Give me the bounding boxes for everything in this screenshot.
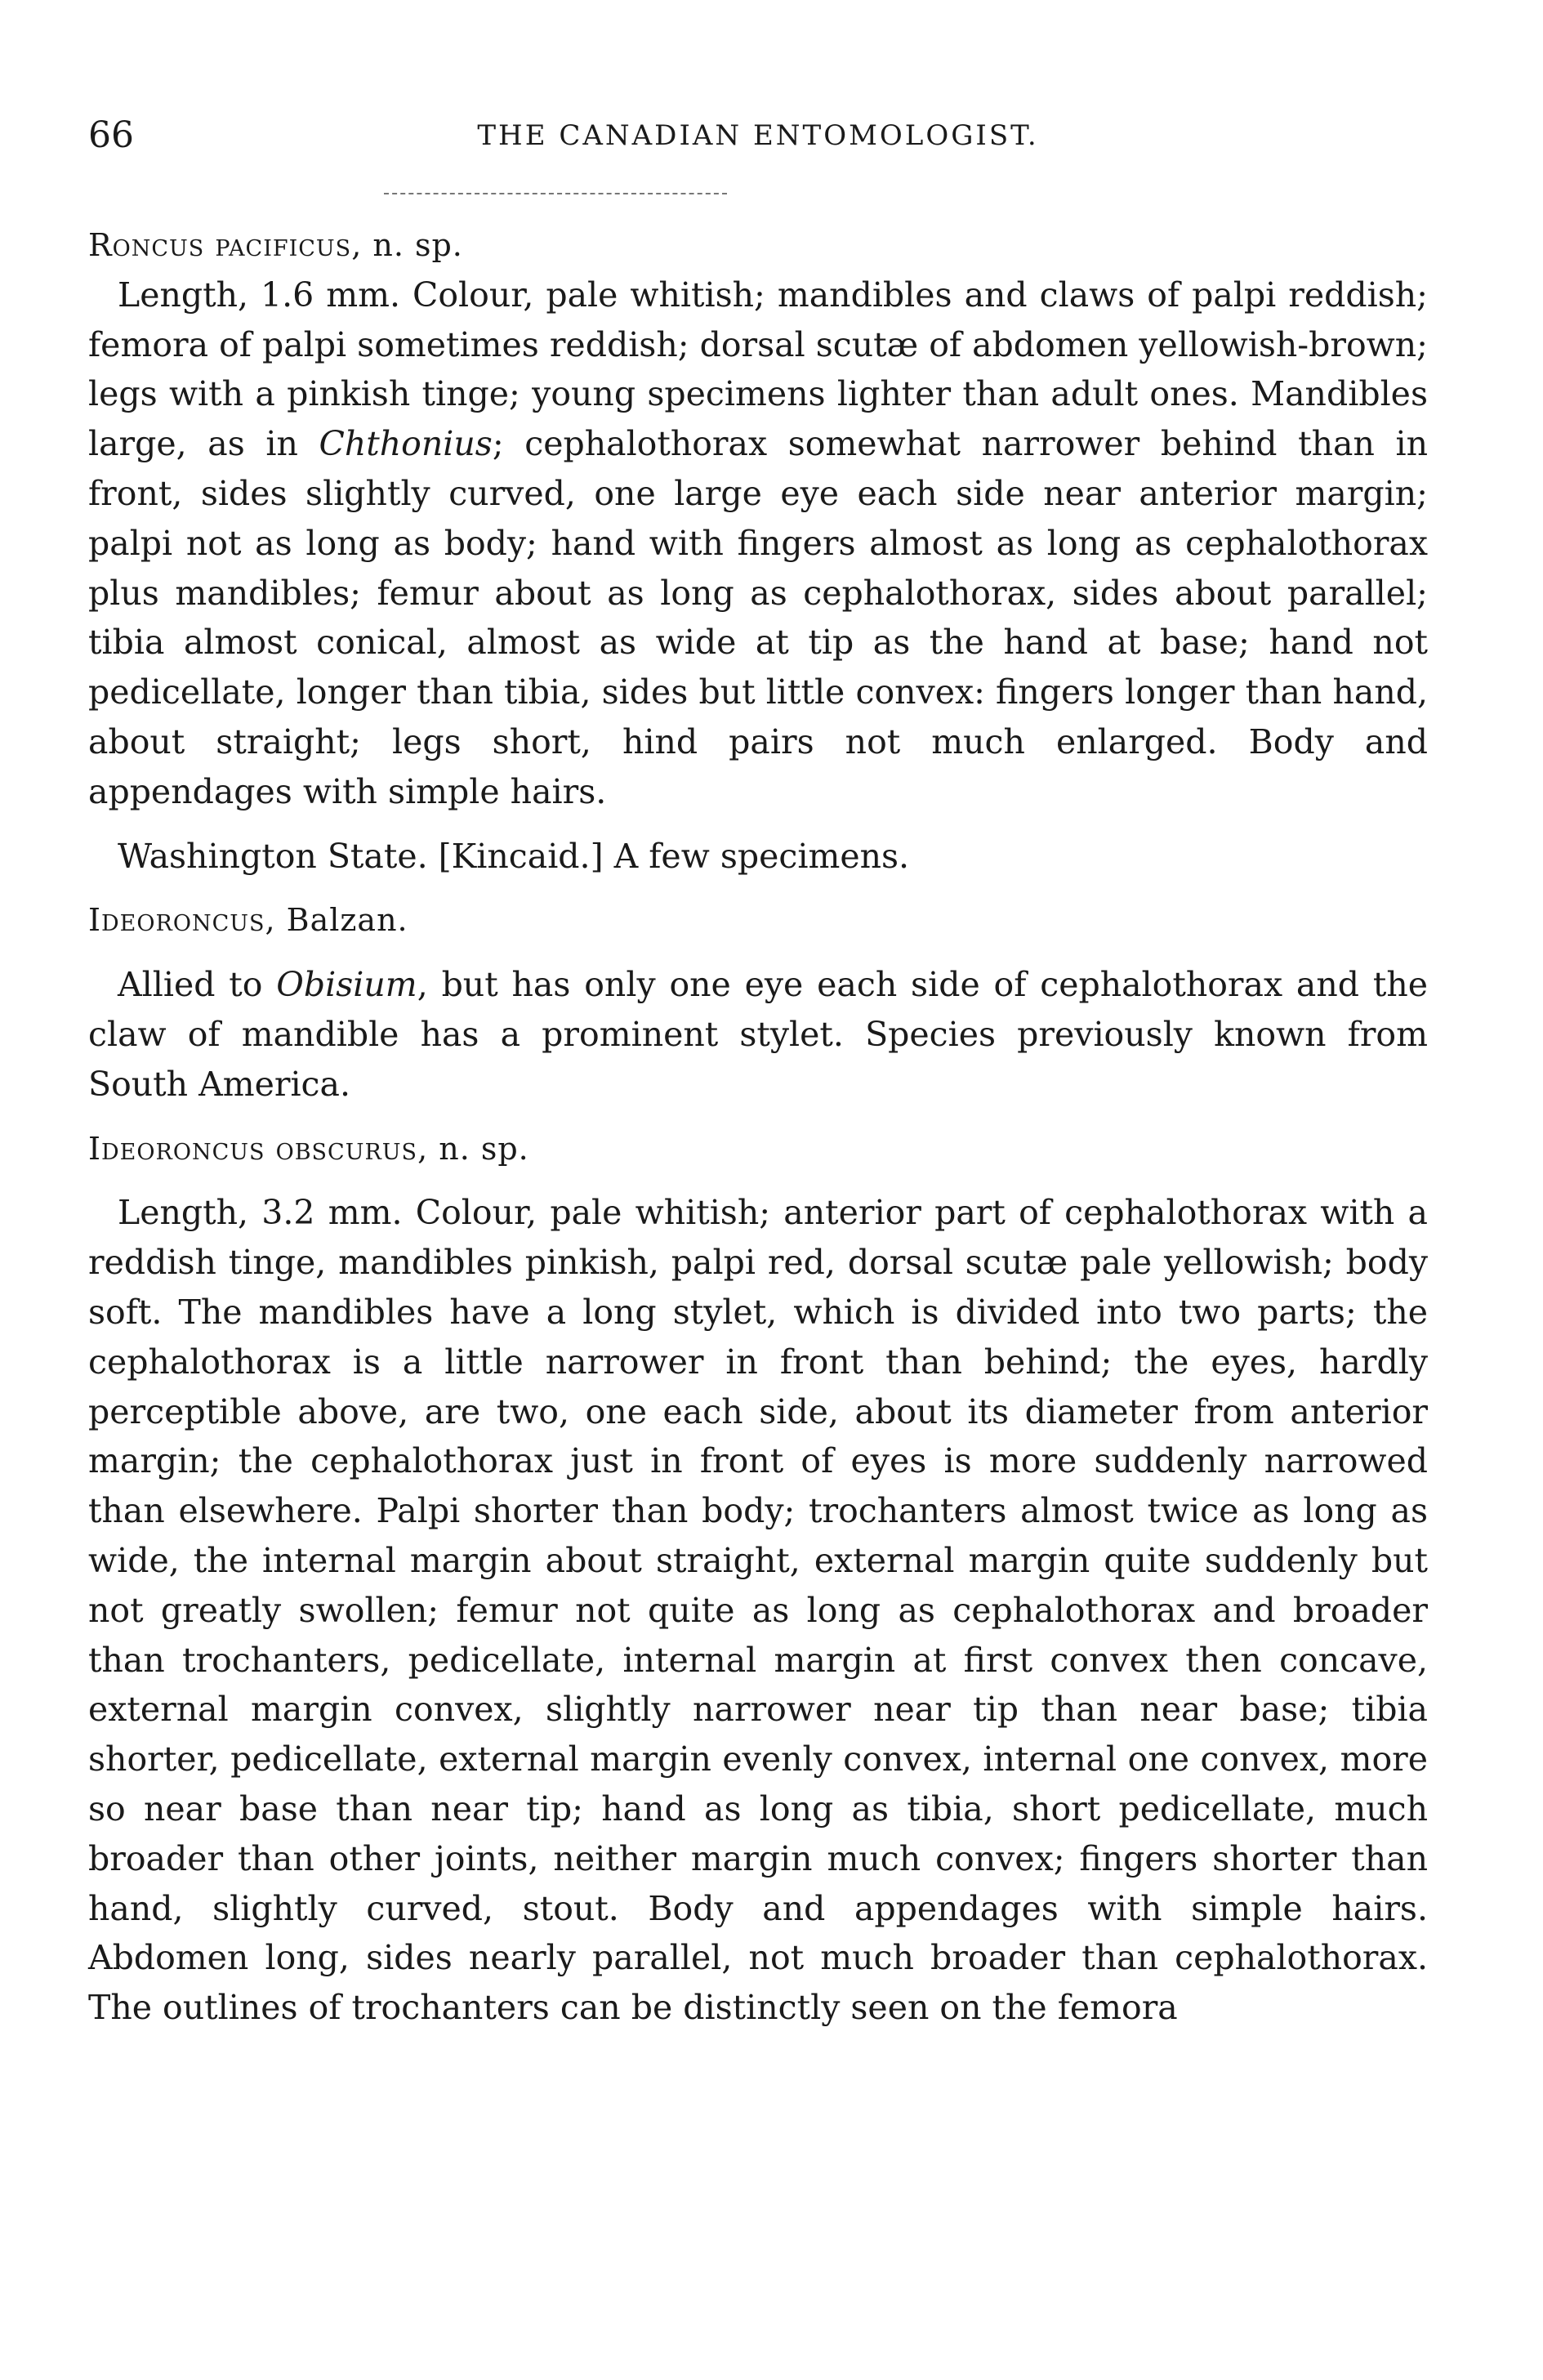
roncus-locality: Washington State. [Kincaid.] A few specimens. xyxy=(118,836,910,876)
page-number: 66 xyxy=(88,114,134,156)
species-heading-roncus-pacificus xyxy=(88,221,1428,270)
obscurus-description: Length, 3.2 mm. Colour, pale whitish; anterior part of cephalothorax with a reddish tinge, mandibles pinkish, palpi red, dorsal scutæ pale yellowish; body soft. The mandibles have a long stylet, which is divided into two parts; the cephalothorax is a little narrower in front than behind; the eyes, hardly perceptible above, are two, one each side, about its diameter from anterior margin; the cephalothorax just in front of eyes is more suddenly narrowed than elsewhere. Palpi shorter than body; trochanters almost twice as long as wide, the internal margin about straight, external margin quite suddenly but not greatly swollen; femur not quite as long as cephalothorax and broader than trochanters, pedicellate, internal margin at first convex then concave, external margin convex, slightly narrower near tip than near base; tibia shorter, pedicellate, external margin evenly convex, internal one convex, more so near base than near tip; hand as long as tibia, short pedicellate, much broader than other joints, neither margin much convex; fingers shorter than hand, slightly curved, stout. Body and appendages with simple hairs. Abdomen long, sides nearly parallel, not much broader than cephalothorax. The outlines of trochanters can be distinctly seen on the femora xyxy=(88,1193,1428,2028)
ideoroncus-genus-reference: Obisium xyxy=(276,965,417,1005)
article-body xyxy=(88,221,1428,2033)
species-name: Roncus pacificus xyxy=(88,227,352,263)
species-name: Ideoroncus obscurus xyxy=(88,1130,418,1167)
running-title: THE CANADIAN ENTOMOLOGIST. xyxy=(477,119,1039,152)
species-heading-ideoroncus-obscurus xyxy=(88,1124,1428,1174)
ideoroncus-description-part2: , but has only one eye each side of cephalothorax and the claw of mandible has a prominent stylet. Species previously known from South America. xyxy=(88,965,1428,1104)
genus-name: Ideoroncus xyxy=(88,902,265,939)
genus-suffix: , Balzan. xyxy=(265,902,408,939)
species-suffix: , n. sp. xyxy=(417,1130,529,1167)
page-header xyxy=(88,114,1428,172)
header-rule xyxy=(384,193,727,194)
ideoroncus-description xyxy=(88,960,1428,1109)
roncus-description-part2: ; cephalothorax somewhat narrower behind than in front, sides slightly curved, one large eye each side near anterior margin; palpi not as long as body; hand with fingers almost as long as cephalothorax plus mandibles; femur about as long as cephalothorax, sides about parallel; tibia almost conical, almost as wide at tip as the hand at base; hand not pedicellate, longer than tibia, sides but little convex: fingers longer than hand, about straight; legs short, hind pairs not much enlarged. Body and appendages with simple hairs. xyxy=(88,424,1428,811)
genus-heading-ideoroncus xyxy=(88,895,1428,945)
roncus-description xyxy=(88,270,1428,817)
ideoroncus-description-part1: Allied to xyxy=(118,965,277,1005)
species-suffix: , n. sp. xyxy=(351,227,463,263)
roncus-genus-reference: Chthonius xyxy=(319,424,493,464)
roncus-description-part1: Length, 1.6 mm. Colour, pale whitish; mandibles and claws of palpi reddish; femora of palpi sometimes reddish; dorsal scutæ of abdomen yellowish-brown; legs with a pinkish tinge; young specimens lighter than adult ones. Mandibles large, as in xyxy=(88,275,1428,464)
